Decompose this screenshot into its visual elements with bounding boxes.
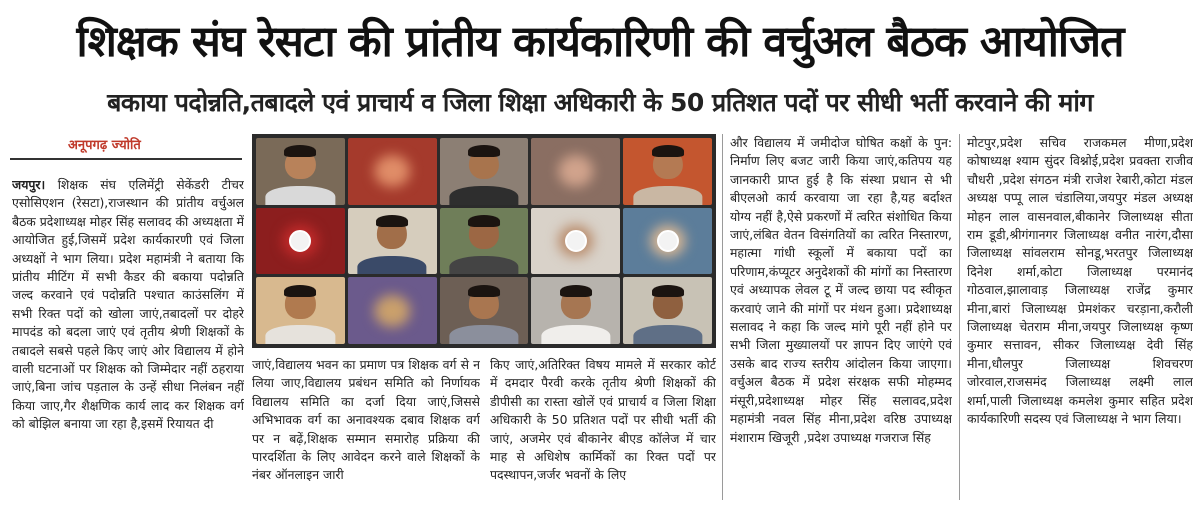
participant-hair bbox=[468, 145, 500, 157]
participant-hair bbox=[652, 285, 684, 297]
participant-hair bbox=[284, 145, 316, 157]
participant-hair bbox=[652, 145, 684, 157]
participant-hair bbox=[468, 285, 500, 297]
column-divider bbox=[722, 134, 723, 500]
blurred-video bbox=[531, 138, 620, 205]
subheadline: बकाया पदोन्नति,तबादले एवं प्राचार्य व जिला शिक्षा अधिकारी के 50 प्रतिशत पदों पर सीधी भर्ती करवाने की मांग bbox=[107, 88, 1093, 117]
participant-tile bbox=[531, 208, 620, 275]
participant-body bbox=[541, 325, 610, 344]
article-column-3: किए जाएं,अतिरिक्त विषय मामले में सरकार कोर्ट में दमदार पैरवी करके तृतीय श्रेणी शिक्षकों की डीपीसी का रास्ता खोलें एवं प्राचार्य व जिला शिक्षा अधिकारी के 50 प्रतिशत पदों पर सीधी भर्ती की जाएं, अजमेर एवं बीकानेर बीएड कॉलेज में चार माह से अधिशेष कार्मिकों का रिक्त पदों पर पदस्थापन,जर्जर भवनों के लिए bbox=[490, 357, 716, 483]
byline-rule bbox=[10, 158, 242, 160]
article-column-4: और विद्यालय में जमीदोज घोषित कक्षों के पुन: निर्माण लिए बजट जारी किया जाएं,कतिपय यह जानकारी प्राप्त हुई है कि संस्था प्रधान से भी बीएलओ कार्य करवाया जा रहा है,यह बर्दाश्त योग्य नहीं है,ऐसे प्रकरणों में त्वरित संशोधित किया जाएं,लंबित वेतन विसंगतियों का त्वरित निस्तारण, महात्मा गांधी स्कूलों में बकाया पदों का परिणाम,कंप्यूटर अनुदेशकों की मांगों का निस्तारण एवं अध्यापक लेवल टू में जल्द छाया पद स्वीकृत करवाएं जाने की मांगों पर मंथन हुआ। प्रदेशाध्यक्ष सलावद ने कहा कि जल्द मांगे पूरी नहीं होने पर सभी जिला मुख्यालयों पर ज्ञापन दिए जाएंगे एवं उसके बाद राज्य स्तरीय आंदोलन किया जाएगा। वर्चुअल बैठक में प्रदेश संरक्षक सफी मोहम्मद मंसूरी,प्रदेशाध्यक्ष मोहर सिंह सलावद,प्रदेश महामंत्री नवल सिंह मीना,प्रदेश वरिष्ठ उपाध्यक्ष मंशाराम खिजूरी ,प्रदेश उपाध्यक्ष गजराज सिंह bbox=[730, 135, 952, 445]
video-meeting-photo bbox=[252, 134, 716, 348]
participant-body bbox=[266, 186, 335, 205]
participant-tile bbox=[348, 277, 437, 344]
participant-hair bbox=[284, 285, 316, 297]
participant-body bbox=[266, 325, 335, 344]
participant-tile bbox=[348, 208, 437, 275]
participant-tile bbox=[256, 208, 345, 275]
blurred-video bbox=[348, 138, 437, 205]
participant-tile bbox=[623, 208, 712, 275]
participant-tile bbox=[256, 138, 345, 205]
participant-body bbox=[449, 325, 518, 344]
participant-tile bbox=[440, 208, 529, 275]
avatar bbox=[565, 230, 587, 252]
participant-tile bbox=[623, 138, 712, 205]
avatar bbox=[289, 230, 311, 252]
dateline: जयपुर। bbox=[12, 177, 46, 192]
participant-tile bbox=[531, 277, 620, 344]
participant-hair bbox=[376, 215, 408, 227]
participant-tile bbox=[531, 138, 620, 205]
participant-tile bbox=[256, 277, 345, 344]
participant-tile bbox=[440, 277, 529, 344]
column-divider bbox=[959, 134, 960, 500]
avatar bbox=[657, 230, 679, 252]
participant-body bbox=[633, 186, 702, 205]
article-column-1 bbox=[12, 176, 244, 500]
blurred-video bbox=[348, 277, 437, 344]
participant-hair bbox=[560, 285, 592, 297]
participant-body bbox=[449, 256, 518, 275]
article-column-2: जाएं,विद्यालय भवन का प्रमाण पत्र शिक्षक वर्ग से न लिया जाए,विद्यालय प्रबंधन समिति को निर्णायक विद्यालय समिति का दर्जा दिया जाएं,जिससे अभिभावक वर्ग का अनावश्यक दबाव शिक्षक वर्ग पर न बढ़ें,शिक्षक सम्मान समारोह प्रक्रिया की पारदर्शिता के लिए आवेदन करने वाले शिक्षकों के नंबर ऑनलाइन जारी bbox=[252, 357, 480, 483]
participant-body bbox=[633, 325, 702, 344]
participant-hair bbox=[468, 215, 500, 227]
participant-body bbox=[358, 256, 427, 275]
participant-tile bbox=[440, 138, 529, 205]
byline: अनूपगढ़ ज्योति bbox=[68, 138, 141, 153]
headline: शिक्षक संघ रेसटा की प्रांतीय कार्यकारिणी की वर्चुअल बैठक आयोजित bbox=[76, 17, 1124, 67]
participant-body bbox=[449, 186, 518, 205]
participant-tile bbox=[623, 277, 712, 344]
article-column-5: मोटपुर,प्रदेश सचिव राजकमल मीणा,प्रदेश कोषाध्यक्ष श्याम सुंदर विश्नोई,प्रदेश प्रवक्ता राजीव चौधरी ,प्रदेश संगठन मंत्री राजेश रेबारी,कोटा मंडल अध्यक्ष पप्पू लाल चंडालिया,जयपुर मंडल अध्यक्ष मोहन लाल वासनवाल,बीकानेर जिलाध्यक्ष सीता राम डूडी,श्रीगंगानगर जिलाध्यक्ष वनीत नारंग,दौसा जिलाध्यक्ष सांवलराम सोनडू,भरतपुर जिलाध्यक्ष दिनेश शर्मा,कोटा जिलाध्यक्ष परमानंद गोठवाल,झालावाड़ जिलाध्यक्ष राजेंद्र कुमार मीना,बारां जिलाध्यक्ष प्रेमशंकर चरड़ाना,करौली जिलाध्यक्ष चेतराम मीना,जयपुर जिलाध्यक्ष कृष्ण कुमार सत्तावन, सीकर जिलाध्यक्ष देवी सिंह मीना,धौलपुर जिलाध्यक्ष शिवचरण जोरवाल,राजसमंद जिलाध्यक्ष लक्ष्मी लाल शर्मा,पाली जिलाध्यक्ष कमलेश कुमार सहित प्रदेश कार्यकारिणी सदस्य एवं जिलाध्यक्ष ने भाग लिया। bbox=[967, 135, 1193, 427]
participant-tile bbox=[348, 138, 437, 205]
article-column-1-text: शिक्षक संघ एलिमेंट्री सेकेंडरी टीचर एसोसिएशन (रेसटा),राजस्थान की प्रांतीय वर्चुअल बैठक प्रदेशाध्यक्ष मोहर सिंह सलावद की अध्यक्षता में आयोजित हुई,जिसमें प्रदेश कार्यकारणी एवं जिला अध्यक्षों ने भाग लिया। प्रदेश महामंत्री ने बताया कि प्रांतीय मीटिंग में सभी कैडर की बकाया पदोन्नति जल्द करवाने एवं पदोन्नति पश्चात काउंसलिंग में सभी रिक्त पदों को खोला जाएं,तबादलों पर दोहरे मापदंड को बदला जाएं एवं तृतीय श्रेणी शिक्षकों के तबादले सबसे पहले किए जाएं ओर विद्यालय में होने वाली घटनाओं पर शिक्षक को जिम्मेदार नहीं ठहराया जाएं,बिना जांच पड़ताल के उन्हें सीधा निलंबन नहीं किया जाए,गैर शैक्षणिक कार्य लाद कर शिक्षक वर्ग को बोझिल बनाया जा रहा है,इसमें रियायत दी bbox=[12, 177, 244, 432]
